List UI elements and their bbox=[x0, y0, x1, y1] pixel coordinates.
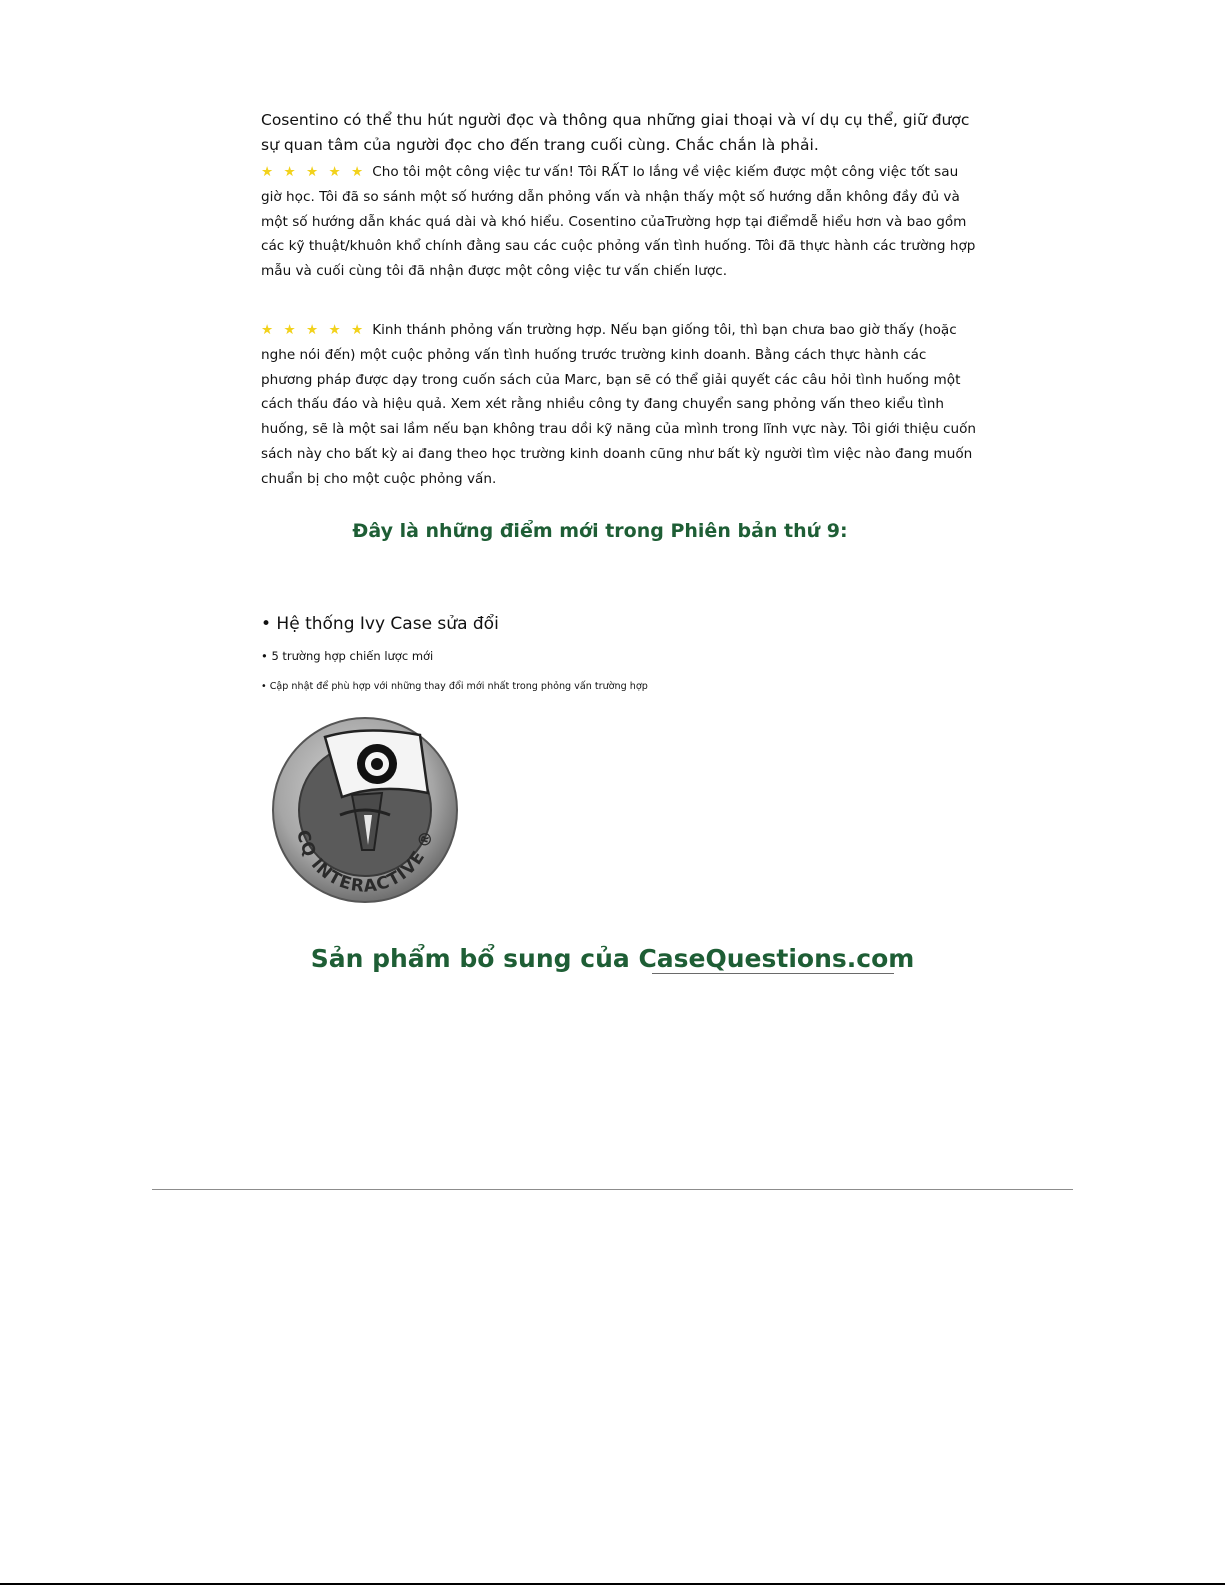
footer-title: Sản phẩm bổ sung của CaseQuestions.com bbox=[310, 944, 915, 973]
new-edition-heading: Đây là những điểm mới trong Phiên bản thứ 9: bbox=[352, 520, 848, 542]
page-divider bbox=[152, 1189, 1073, 1190]
intro-paragraph: Cosentino có thể thu hút người đọc và thông qua những giai thoại và ví dụ cụ thể, giữ được sự quan tâm của người đọc cho đến trang cuối cùng. Chắc chắn là phải. bbox=[261, 111, 970, 154]
footer-underline bbox=[652, 973, 894, 974]
bullet-new-cases: • 5 trường hợp chiến lược mới bbox=[261, 649, 434, 663]
review-1-text: Cho tôi một công việc tư vấn! Tôi RẤT lo lắng về việc kiếm được một công việc tốt sau giờ học. Tôi đã so sánh một số hướng dẫn phỏng vấn và nhận thấy một số hướng dẫn không đầy đủ và một số hướng dẫn khác quá dài và khó hiểu. Cosentino củaTrường hợp tại điểmdễ hiểu hơn và bao gồm các kỹ thuật/khuôn khổ chính đằng sau các cuộc phỏng vấn tình huống. Tôi đã thực hành các trường hợp mẫu và cuối cùng tôi đã nhận được một công việc tư vấn chiến lược. bbox=[261, 164, 976, 280]
review-1 bbox=[261, 160, 981, 284]
review-2-text: Kinh thánh phỏng vấn trường hợp. Nếu bạn giống tôi, thì bạn chưa bao giờ thấy (hoặc nghe nói đến) một cuộc phỏng vấn tình huống trước trường kinh doanh. Bằng cách thực hành các phương pháp được dạy trong cuốn sách của Marc, bạn sẽ có thể giải quyết các câu hỏi tình huống một cách thấu đáo và hiệu quả. Xem xét rằng nhiều công ty đang chuyển sang phỏng vấn theo kiểu tình huống, sẽ là một sai lầm nếu bạn không trau dồi kỹ năng của mình trong lĩnh vực này. Tôi giới thiệu cuốn sách này cho bất kỳ ai đang theo học trường kinh doanh cũng như bất kỳ người tìm việc nào đang muốn chuẩn bị cho một cuộc phỏng vấn. bbox=[261, 322, 977, 487]
bullet-ivy-case: • Hệ thống Ivy Case sửa đổi bbox=[261, 614, 499, 634]
bullet-updates: • Cập nhật để phù hợp với những thay đổi mới nhất trong phỏng vấn trường hợp bbox=[261, 681, 648, 692]
star-rating-icon: ★ ★ ★ ★ ★ bbox=[261, 322, 367, 338]
star-rating-icon: ★ ★ ★ ★ ★ bbox=[261, 164, 367, 180]
logo-text: CQ INTERACTIVE ® bbox=[292, 827, 438, 897]
cq-interactive-logo-icon bbox=[270, 715, 460, 905]
review-2 bbox=[261, 318, 981, 492]
